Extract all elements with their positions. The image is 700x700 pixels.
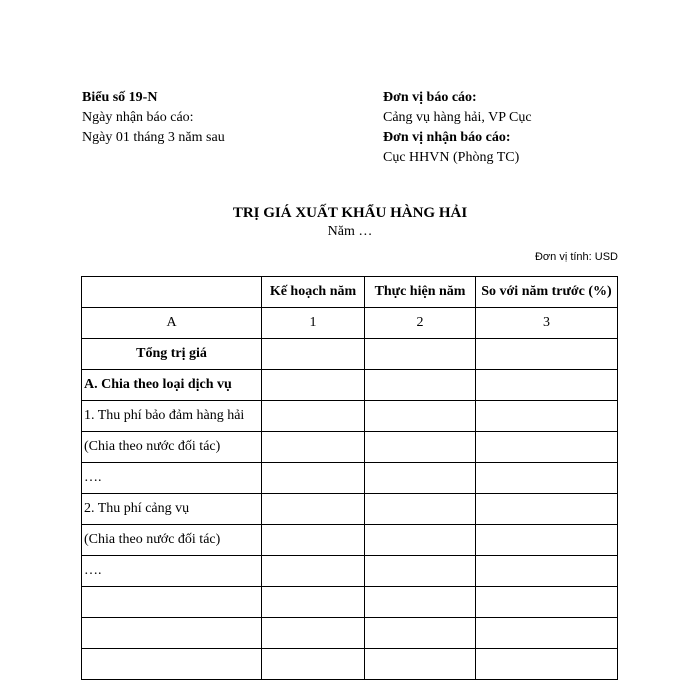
unit-info [383,88,532,168]
row-label: …. [82,463,262,494]
value-cell[interactable] [476,525,618,556]
value-cell[interactable] [365,556,476,587]
table-row [82,587,618,618]
row-label: 1. Thu phí bảo đảm hàng hải [82,401,262,432]
table-row [82,463,618,494]
value-cell[interactable] [365,339,476,370]
row-label [82,649,262,680]
value-cell[interactable] [476,339,618,370]
value-cell[interactable] [476,587,618,618]
report-title: TRỊ GIÁ XUẤT KHẨU HÀNG HẢI [232,205,468,221]
value-cell[interactable] [476,618,618,649]
value-cell[interactable] [365,587,476,618]
value-cell[interactable] [365,494,476,525]
value-cell[interactable] [365,370,476,401]
unit-note: Đơn vị tính: USD [534,251,618,263]
reporting-unit-label: Đơn vị báo cáo: [383,90,477,105]
receiving-unit-value: Cục HHVN (Phòng TC) [383,150,520,165]
table-row [82,401,618,432]
value-cell[interactable] [262,525,365,556]
row-label [82,587,262,618]
value-cell[interactable] [476,401,618,432]
index-row [82,308,618,339]
row-label: (Chia theo nước đối tác) [82,432,262,463]
table-row [82,649,618,680]
row-label: A. Chia theo loại dịch vụ [82,370,262,401]
value-cell[interactable] [365,432,476,463]
header-cell: Thực hiện năm [365,277,476,308]
index-cell: A [82,308,262,339]
value-cell[interactable] [476,463,618,494]
value-cell[interactable] [262,494,365,525]
value-cell[interactable] [365,401,476,432]
table-row [82,525,618,556]
row-label: …. [82,556,262,587]
form-info [82,88,225,148]
index-cell: 2 [365,308,476,339]
value-cell[interactable] [365,649,476,680]
value-cell[interactable] [476,432,618,463]
report-table [81,276,618,680]
header-row [82,277,618,308]
value-cell[interactable] [476,370,618,401]
receive-date-value: Ngày 01 tháng 3 năm sau [82,130,225,145]
value-cell[interactable] [262,587,365,618]
row-label: 2. Thu phí cảng vụ [82,494,262,525]
value-cell[interactable] [262,370,365,401]
value-cell[interactable] [476,649,618,680]
header-cell [82,277,262,308]
row-label: (Chia theo nước đối tác) [82,525,262,556]
row-label: Tổng trị giá [82,339,262,370]
value-cell[interactable] [262,401,365,432]
reporting-unit-value: Cảng vụ hàng hải, VP Cục [383,110,532,125]
index-cell: 1 [262,308,365,339]
table-row [82,556,618,587]
value-cell[interactable] [476,494,618,525]
report-year: Năm … [327,224,373,239]
row-label [82,618,262,649]
table-row [82,370,618,401]
value-cell[interactable] [262,556,365,587]
value-cell[interactable] [262,339,365,370]
receive-date-label: Ngày nhận báo cáo: [82,110,194,125]
value-cell[interactable] [476,556,618,587]
table-row [82,432,618,463]
value-cell[interactable] [262,649,365,680]
value-cell[interactable] [365,618,476,649]
value-cell[interactable] [262,432,365,463]
table-row [82,494,618,525]
header-cell: Kế hoạch năm [262,277,365,308]
value-cell[interactable] [262,618,365,649]
value-cell[interactable] [262,463,365,494]
form-number: Biểu số 19-N [82,90,158,105]
value-cell[interactable] [365,525,476,556]
index-cell: 3 [476,308,618,339]
table-row [82,339,618,370]
table-row [82,618,618,649]
value-cell[interactable] [365,463,476,494]
header-cell: So với năm trước (%) [476,277,618,308]
receiving-unit-label: Đơn vị nhận báo cáo: [383,130,511,145]
